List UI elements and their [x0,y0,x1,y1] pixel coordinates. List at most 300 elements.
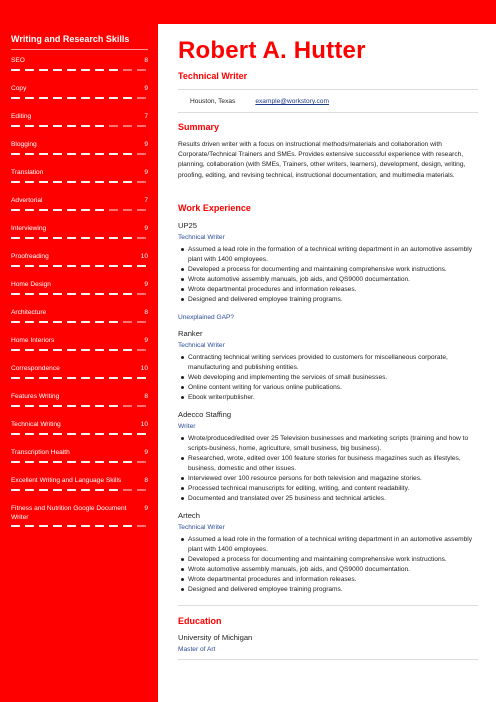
skill-level-meter [11,461,148,463]
skill-item [11,308,148,323]
skill-level-meter [11,265,148,267]
skill-meter-segment [67,97,76,99]
skill-meter-segment [137,181,146,183]
skill-name: Excellent Writing and Language Skills [11,477,122,484]
job-entry [178,511,478,595]
company-name: Ranker [178,328,203,338]
skill-meter-segment [81,461,90,463]
skill-row [11,84,148,93]
skill-meter-segment [25,405,34,407]
skill-meter-segment [25,209,34,211]
skill-meter-segment [25,525,34,527]
skill-meter-segment [25,349,34,351]
skill-name: Home Interiors [11,337,55,344]
duty-item: Developed a process for documenting and maintaining comprehensive work instructions. [178,555,478,565]
skill-meter-segment [67,525,76,527]
skill-meter-segment [67,69,76,71]
skill-meter-segment [53,349,62,351]
skill-level-meter [11,489,148,491]
skill-meter-segment [95,237,104,239]
skill-meter-segment [39,377,48,379]
divider [178,605,478,606]
skill-row [11,308,148,317]
skill-meter-segment [39,237,48,239]
duty-item: Designed and delivered employee training programs. [178,585,478,595]
skill-meter-segment [11,377,20,379]
skills-sidebar [0,24,158,702]
skill-item [11,224,148,239]
skill-level: 10 [140,421,148,428]
duties-list [178,434,478,504]
summary-heading: Summary [178,122,220,132]
skill-item [11,448,148,463]
skill-meter-segment [11,153,20,155]
skill-meter-segment [11,125,20,127]
skill-row [11,364,148,373]
skill-meter-segment [81,97,90,99]
skill-meter-segment [67,181,76,183]
skill-item [11,168,148,183]
skill-meter-segment [95,433,104,435]
skill-meter-segment [95,125,104,127]
skill-meter-segment [137,153,146,155]
skill-meter-segment [109,349,118,351]
skill-level-meter [11,377,148,379]
skill-meter-segment [95,265,104,267]
skill-meter-segment [81,153,90,155]
skill-meter-segment [81,525,90,527]
skill-name: Features Writing [11,393,60,400]
skill-meter-segment [53,97,62,99]
skill-meter-segment [123,489,132,491]
skill-meter-segment [137,69,146,71]
skill-meter-segment [25,153,34,155]
skill-meter-segment [67,405,76,407]
skill-meter-segment [67,433,76,435]
skill-meter-segment [11,489,20,491]
skill-meter-segment [95,69,104,71]
degree-name: Master of Art [178,645,216,653]
skill-meter-segment [95,97,104,99]
skill-meter-segment [123,153,132,155]
skill-meter-segment [123,321,132,323]
skill-meter-segment [53,209,62,211]
skill-meter-segment [39,349,48,351]
skill-meter-segment [67,293,76,295]
duty-item: Documented and translated over 25 business and technical articles. [178,494,478,504]
skill-meter-segment [123,525,132,527]
work-experience-heading: Work Experience [178,202,251,213]
skill-meter-segment [109,405,118,407]
skill-meter-segment [81,69,90,71]
skill-meter-segment [53,525,62,527]
skill-name: Advertorial [11,197,43,204]
skill-meter-segment [39,461,48,463]
skill-level: 9 [144,141,148,148]
skill-meter-segment [109,293,118,295]
skill-level: 10 [140,253,148,260]
skill-meter-segment [67,377,76,379]
skill-meter-segment [53,181,62,183]
skills-heading-divider [11,49,148,50]
skill-level-meter [11,405,148,407]
skill-meter-segment [81,125,90,127]
skill-name: Home Design [11,281,51,288]
skill-meter-segment [53,405,62,407]
skill-meter-segment [53,265,62,267]
skill-meter-segment [39,181,48,183]
skill-level-meter [11,293,148,295]
divider [178,112,478,113]
job-entry [178,329,478,403]
skill-meter-segment [95,489,104,491]
skill-level-meter [11,181,148,183]
skill-meter-segment [137,525,146,527]
skill-meter-segment [11,461,20,463]
duty-item: Wrote departmental procedures and information releases. [178,575,478,585]
duty-item: Web developing and implementing the services of small businesses. [178,373,478,383]
skill-meter-segment [81,293,90,295]
skill-row [11,336,148,345]
skill-name: Interviewing [11,225,47,232]
skill-meter-segment [137,209,146,211]
skill-level: 9 [144,449,148,456]
job-entry [178,410,478,504]
skill-meter-segment [39,153,48,155]
skill-row [11,280,148,289]
duties-list [178,245,478,305]
skill-meter-segment [25,377,34,379]
skill-level: 7 [144,197,148,204]
skill-item [11,504,148,527]
duty-item: Online content writing for various online publications. [178,383,478,393]
skill-meter-segment [123,349,132,351]
company-name: UP25 [178,220,197,230]
skill-level: 10 [140,365,148,372]
skill-meter-segment [123,237,132,239]
skill-meter-segment [109,209,118,211]
skill-row [11,140,148,149]
skill-meter-segment [123,433,132,435]
skill-row [11,224,148,233]
skill-meter-segment [67,489,76,491]
job-role: Technical Writer [178,341,225,349]
skill-meter-segment [67,321,76,323]
skill-meter-segment [95,181,104,183]
skill-item [11,280,148,295]
skill-meter-segment [39,209,48,211]
skill-meter-segment [109,265,118,267]
duty-item: Wrote departmental procedures and information releases. [178,285,478,295]
skill-meter-segment [39,405,48,407]
skill-item [11,364,148,379]
skill-name: Transcription Health [11,449,70,456]
skill-item [11,84,148,99]
skill-level: 9 [144,337,148,344]
skill-row [11,476,148,485]
skill-row [11,448,148,457]
skill-meter-segment [109,461,118,463]
resume-main [178,36,478,660]
skill-level: 9 [144,281,148,288]
skill-meter-segment [25,433,34,435]
gap-note: Unexplained GAP? [178,313,235,321]
skill-meter-segment [95,525,104,527]
skill-name: Copy [11,85,27,92]
skill-meter-segment [81,321,90,323]
skill-meter-segment [81,489,90,491]
school-name: University of Michigan [178,632,253,642]
skill-row [11,392,148,401]
candidate-name: Robert A. Hutter [178,37,366,64]
skill-meter-segment [109,525,118,527]
duty-item: Contracting technical writing services provided to customers for miscellaneous corporate, manufacturing and publishing entities. [178,353,478,373]
skill-meter-segment [11,321,20,323]
duties-list [178,535,478,595]
skill-meter-segment [11,349,20,351]
skill-meter-segment [53,69,62,71]
skill-meter-segment [137,349,146,351]
skill-meter-segment [25,265,34,267]
skill-meter-segment [81,377,90,379]
skill-meter-segment [53,125,62,127]
skill-name: SEO [11,57,25,64]
skill-meter-segment [39,125,48,127]
skill-meter-segment [11,97,20,99]
divider [178,659,478,660]
duty-item: Wrote automotive assembly manuals, job aids, and QS9000 documentation. [178,275,478,285]
skill-meter-segment [95,209,104,211]
duty-item: Developed a process for documenting and maintaining comprehensive work instructions. [178,265,478,275]
skill-level-meter [11,525,148,527]
skill-meter-segment [81,265,90,267]
skill-level: 7 [144,113,148,120]
skill-level-meter [11,321,148,323]
skill-meter-segment [137,293,146,295]
skill-meter-segment [39,265,48,267]
skill-meter-segment [25,69,34,71]
skill-row [11,252,148,261]
skill-meter-segment [53,489,62,491]
skill-meter-segment [123,209,132,211]
duties-list [178,353,478,403]
skill-level: 9 [144,85,148,92]
skill-name: Correspondence [11,365,60,372]
job-entry [178,221,478,305]
skill-meter-segment [11,525,20,527]
skill-meter-segment [67,349,76,351]
skill-item [11,252,148,267]
skill-meter-segment [67,125,76,127]
skill-meter-segment [137,377,146,379]
skill-level-meter [11,349,148,351]
skill-item [11,420,148,435]
skill-name: Editing [11,113,32,120]
skill-meter-segment [109,69,118,71]
skill-meter-segment [25,181,34,183]
skill-meter-segment [109,237,118,239]
skill-meter-segment [39,321,48,323]
company-name: Adecco Staffing [178,409,232,419]
duty-item: Ebook writer/publisher. [178,393,478,403]
skill-meter-segment [137,321,146,323]
skill-meter-segment [109,153,118,155]
skill-meter-segment [39,97,48,99]
skill-meter-segment [109,489,118,491]
skill-meter-segment [137,125,146,127]
skill-meter-segment [67,237,76,239]
duty-item: Wrote automotive assembly manuals, job aids, and QS9000 documentation. [178,565,478,575]
skill-meter-segment [123,265,132,267]
skill-level: 9 [144,225,148,232]
skill-meter-segment [123,97,132,99]
skill-level-meter [11,97,148,99]
job-role: Technical Writer [178,233,225,241]
skill-meter-segment [109,97,118,99]
candidate-title: Technical Writer [178,71,248,81]
skill-name: Architecture [11,309,47,316]
skill-meter-segment [137,265,146,267]
email-link[interactable]: example@workstory.com [255,98,329,105]
skill-meter-segment [11,405,20,407]
skill-name: Proofreading [11,253,49,260]
skill-meter-segment [53,433,62,435]
skill-meter-segment [95,321,104,323]
skill-meter-segment [67,153,76,155]
duty-item: Assumed a lead role in the formation of a technical writing department in an automotive assembly plant with 1400 employees. [178,245,478,265]
skill-meter-segment [109,125,118,127]
duty-item: Processed technical manuscripts for editing, writing, and content readability. [178,484,478,494]
skill-meter-segment [95,405,104,407]
skill-meter-segment [137,405,146,407]
skill-item [11,56,148,71]
top-accent-bar [0,0,496,24]
skills-list [11,56,148,527]
skill-meter-segment [123,69,132,71]
skill-meter-segment [25,461,34,463]
skill-meter-segment [137,237,146,239]
skill-meter-segment [39,525,48,527]
skill-meter-segment [137,489,146,491]
skill-meter-segment [53,237,62,239]
skill-level-meter [11,209,148,211]
skill-level: 8 [144,57,148,64]
skill-level: 9 [144,169,148,176]
skill-name: Fitness and Nutrition Google Document Writer [11,505,127,521]
skill-meter-segment [25,293,34,295]
skill-meter-segment [39,489,48,491]
job-role: Writer [178,422,196,430]
skill-meter-segment [95,349,104,351]
skill-meter-segment [25,97,34,99]
skill-meter-segment [137,97,146,99]
duty-item: Wrote/produced/edited over 25 Television businesses and marketing scripts (training and how to scripts-business, home, agriculture, small business, big business). [178,434,478,454]
skill-level-meter [11,125,148,127]
skill-meter-segment [39,293,48,295]
skill-level: 8 [144,393,148,400]
skill-level: 8 [144,477,148,484]
skill-meter-segment [11,209,20,211]
skill-row [11,56,148,65]
skill-meter-segment [95,461,104,463]
skill-row [11,504,148,522]
skill-item [11,112,148,127]
work-experience-list [178,221,478,595]
skill-row [11,420,148,429]
skill-meter-segment [95,293,104,295]
duty-item: Assumed a lead role in the formation of a technical writing department in an automotive assembly plant with 1400 employees. [178,535,478,555]
company-name: Artech [178,510,200,520]
skill-meter-segment [137,433,146,435]
skill-item [11,392,148,407]
skill-meter-segment [123,405,132,407]
education-heading: Education [178,615,222,626]
skill-meter-segment [81,181,90,183]
skill-meter-segment [109,181,118,183]
skill-name: Translation [11,169,44,176]
skill-item [11,140,148,155]
skill-meter-segment [11,181,20,183]
skill-meter-segment [109,321,118,323]
skill-meter-segment [137,461,146,463]
skill-item [11,476,148,491]
skill-meter-segment [53,293,62,295]
skill-meter-segment [95,377,104,379]
skill-meter-segment [123,461,132,463]
skill-meter-segment [53,321,62,323]
skill-level: 8 [144,309,148,316]
skill-meter-segment [123,125,132,127]
skill-level-meter [11,69,148,71]
skill-meter-segment [81,405,90,407]
skill-meter-segment [81,237,90,239]
skill-name: Technical Writing [11,421,61,428]
skill-meter-segment [53,377,62,379]
skill-meter-segment [11,433,20,435]
skill-level-meter [11,433,148,435]
skill-meter-segment [25,489,34,491]
skill-level-meter [11,237,148,239]
skill-level: 9 [144,505,148,512]
skill-meter-segment [81,349,90,351]
skill-meter-segment [67,461,76,463]
skill-row [11,112,148,121]
skill-item [11,196,148,211]
duty-item: Designed and delivered employee training programs. [178,295,478,305]
skill-level-meter [11,153,148,155]
skill-meter-segment [39,433,48,435]
skill-meter-segment [25,321,34,323]
skill-meter-segment [11,265,20,267]
skill-meter-segment [95,153,104,155]
skill-meter-segment [123,181,132,183]
skills-heading: Writing and Research Skills [11,34,130,44]
skill-meter-segment [25,125,34,127]
skill-meter-segment [67,209,76,211]
skill-meter-segment [11,293,20,295]
contact-row [178,90,478,112]
duty-item: Interviewed over 100 resource persons for both television and magazine stories. [178,474,478,484]
skill-meter-segment [11,237,20,239]
duty-item: Researched, wrote, edited over 100 feature stories for business magazines such as lifestyles, business, domestic and other issues. [178,454,478,474]
job-role: Technical Writer [178,523,225,531]
skill-meter-segment [81,209,90,211]
skill-row [11,196,148,205]
skill-meter-segment [123,293,132,295]
skill-meter-segment [123,377,132,379]
skill-meter-segment [109,377,118,379]
skill-meter-segment [67,265,76,267]
